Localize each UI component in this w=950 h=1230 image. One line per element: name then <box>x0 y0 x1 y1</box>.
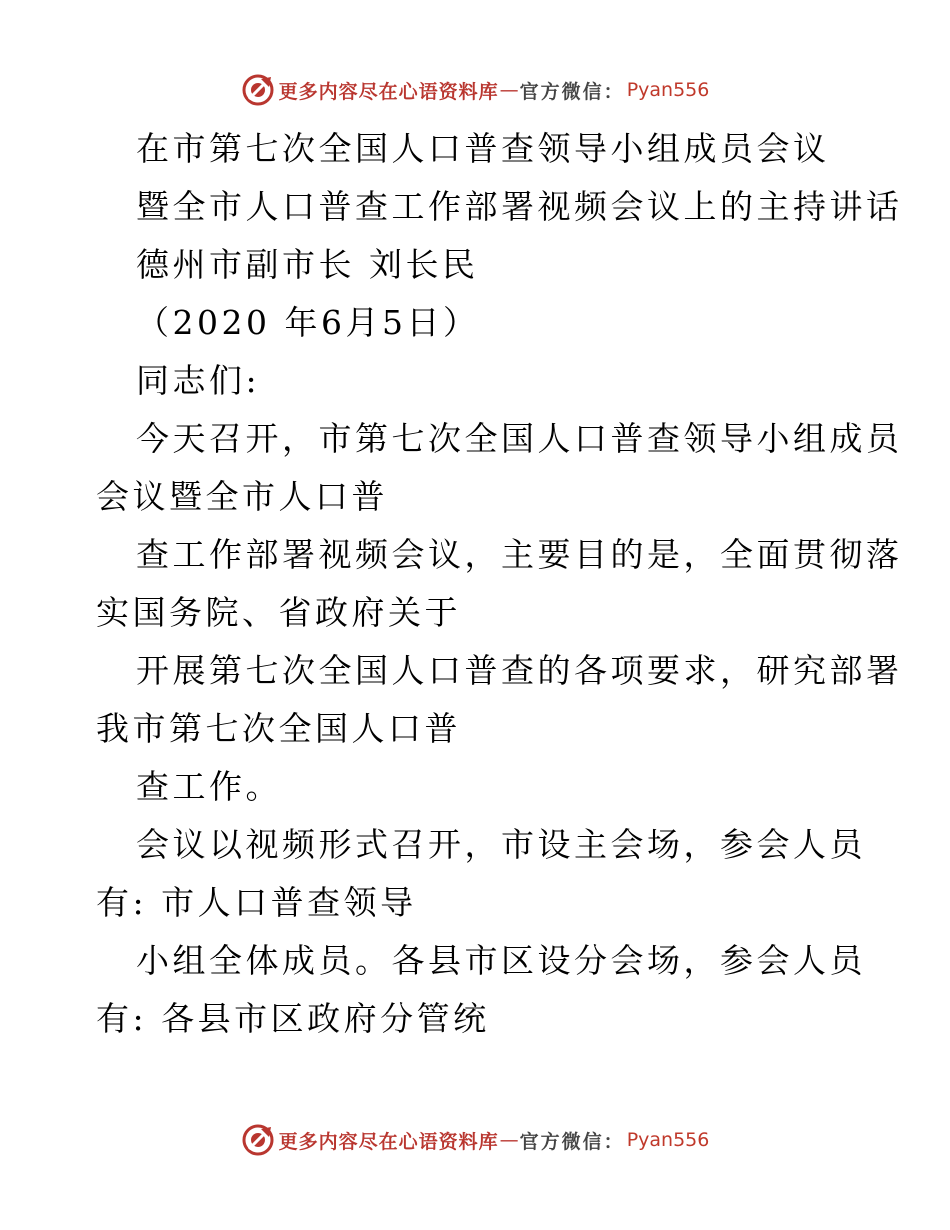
paragraph-line: 会议暨全市人口普 <box>96 477 388 516</box>
paragraph-line: 开展第七次全国人口普查的各项要求，研究部署 <box>136 651 903 690</box>
watermark-dash: — <box>499 1129 519 1151</box>
watermark-footer <box>0 1120 950 1160</box>
title-line-1: 在市第七次全国人口普查领导小组成员会议 <box>136 129 830 168</box>
watermark-brand: 更多内容尽在心语资料库 <box>278 1130 499 1153</box>
paragraph-line: 我市第七次全国人口普 <box>96 709 461 748</box>
watermark-brand: 更多内容尽在心语资料库 <box>278 80 499 103</box>
paragraph-line: 查工作部署视频会议，主要目的是，全面贯彻落 <box>136 535 903 574</box>
paragraph-line: 实国务院、省政府关于 <box>96 593 461 632</box>
title-line-2: 暨全市人口普查工作部署视频会议上的主持讲话 <box>136 187 903 226</box>
paragraph-line: 查工作。 <box>136 767 282 806</box>
paragraph-line: 有: 市人口普查领导 <box>96 883 417 922</box>
date-line: （2020 年6月5日） <box>136 303 480 342</box>
watermark-dash: — <box>499 79 519 101</box>
watermark-label: 官方微信： <box>519 80 625 103</box>
salutation: 同志们: <box>136 361 261 400</box>
speaker-line: 德州市副市长 刘长民 <box>136 245 479 284</box>
watermark-wechat-id: Pyan556 <box>626 1129 710 1151</box>
paragraph-line: 今天召开，市第七次全国人口普查领导小组成员 <box>136 419 903 458</box>
watermark-header <box>0 70 950 110</box>
paragraph-line: 会议以视频形式召开，市设主会场，参会人员 <box>136 825 866 864</box>
watermark-label: 官方微信： <box>519 1130 625 1153</box>
paragraph-line: 有: 各县市区政府分管统 <box>96 999 490 1038</box>
paragraph-line: 小组全体成员。各县市区设分会场，参会人员 <box>136 941 866 980</box>
document-body <box>96 120 903 1048</box>
watermark-wechat-id: Pyan556 <box>626 79 710 101</box>
seal-logo-icon <box>241 73 275 107</box>
seal-logo-icon <box>241 1123 275 1157</box>
